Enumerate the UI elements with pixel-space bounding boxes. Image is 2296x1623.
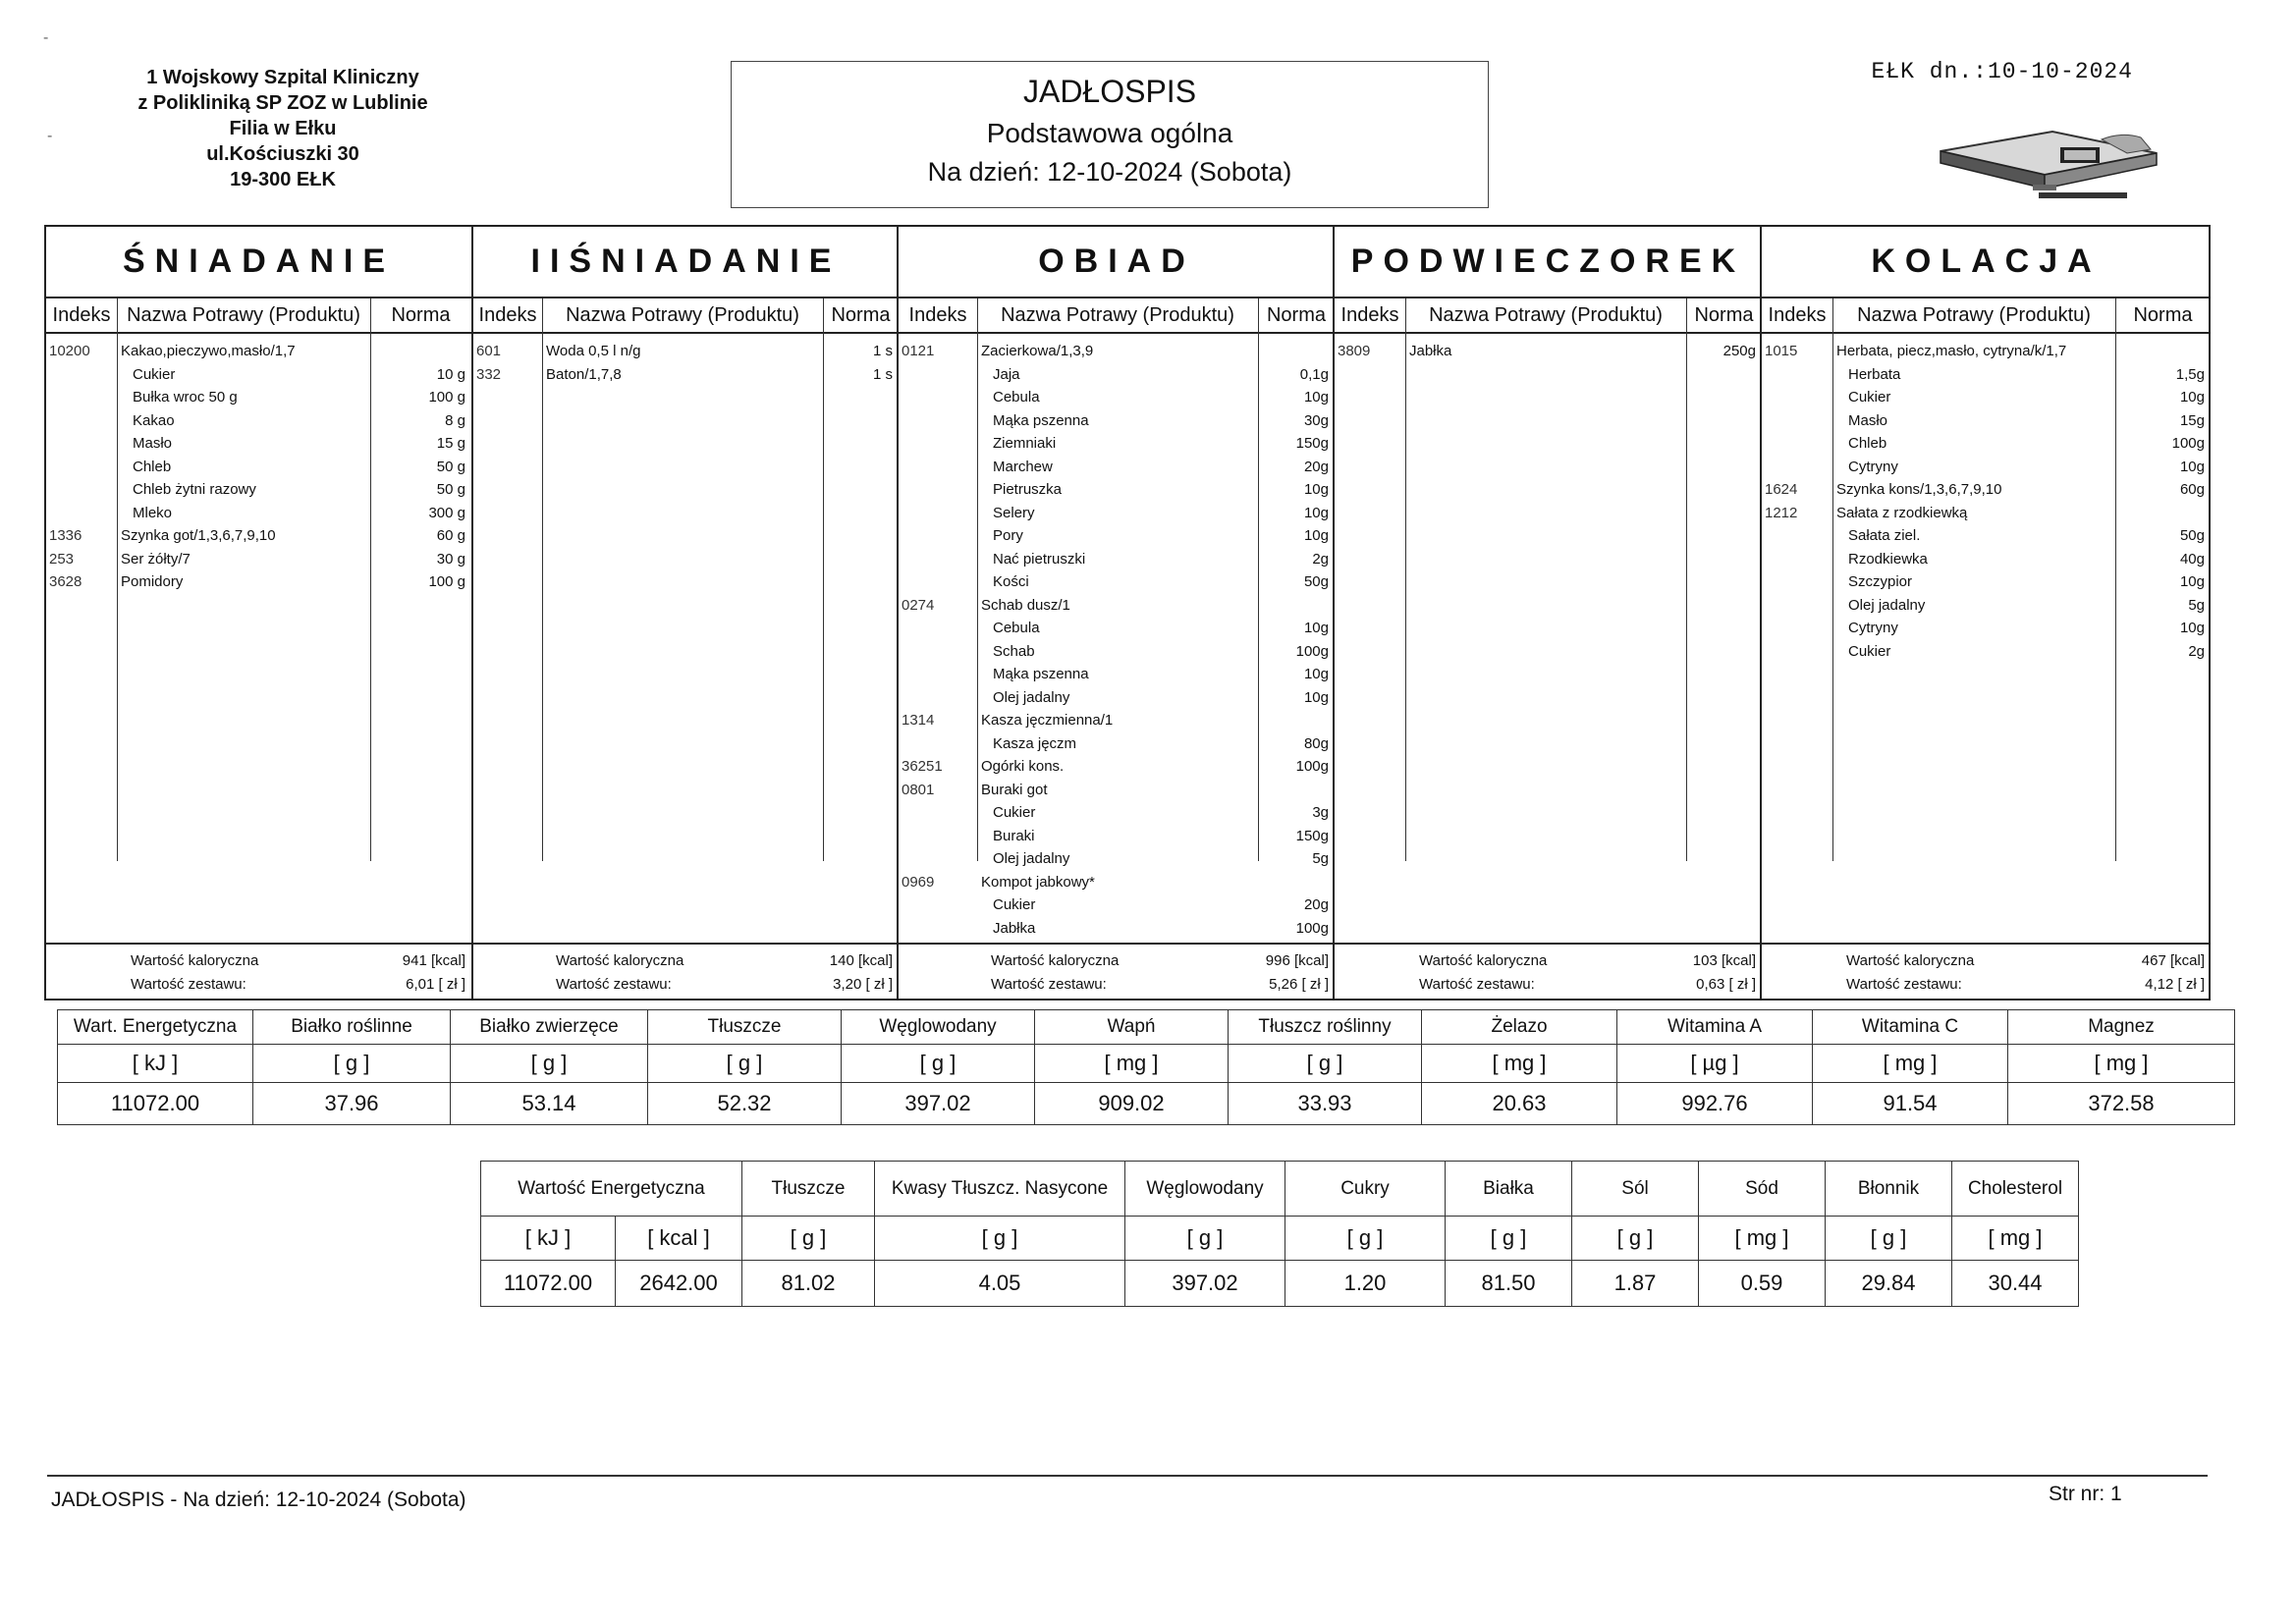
nutrient-value: 372.58	[2008, 1083, 2235, 1125]
ingredient-name: Cukier	[1848, 642, 1891, 660]
item-norm: 10 g	[436, 365, 465, 383]
page-title: JADŁOSPIS	[1022, 74, 1197, 109]
meal-summary	[1762, 943, 2211, 1001]
dish-name: Ogórki kons.	[981, 758, 1065, 775]
meal-title: OBIAD	[899, 227, 1335, 298]
meal-summary	[899, 943, 1335, 1001]
nutrient-value: 11072.00	[481, 1261, 616, 1307]
nutrient-header: Błonnik	[1826, 1162, 1952, 1217]
column-header-norm: Norma	[1258, 298, 1335, 334]
nutrient-value: 33.93	[1229, 1083, 1422, 1125]
footer-date: JADŁOSPIS - Na dzień: 12-10-2024 (Sobota)	[51, 1488, 466, 1511]
page-subtitle: Podstawowa ogólna	[986, 118, 1233, 148]
nutrient-unit: [ µg ]	[1617, 1045, 1813, 1083]
set-cost-label: Wartość zestawu:	[991, 976, 1107, 993]
item-index: 332	[476, 365, 502, 383]
page-date: Na dzień: 12-10-2024 (Sobota)	[927, 157, 1292, 187]
ingredient-name: Cukier	[133, 365, 176, 383]
dish-name: Kasza jęczmienna/1	[981, 712, 1114, 729]
item-index: 253	[49, 550, 75, 568]
hospital-line: 19-300 EŁK	[230, 169, 336, 190]
item-index: 3628	[49, 573, 82, 590]
dish-name: Kakao,pieczywo,masło/1,7	[121, 343, 296, 359]
set-cost-value: 0,63 [ zł ]	[1696, 976, 1756, 993]
hospital-line: Filia w Ełku	[229, 118, 337, 139]
margin-mark: -	[47, 128, 53, 144]
dish-name: Pomidory	[121, 573, 184, 590]
nutrient-header: Witamina A	[1617, 1010, 1813, 1045]
item-norm: 0,1g	[1299, 365, 1329, 383]
nutrient-unit: [ g ]	[1446, 1217, 1572, 1261]
ingredient-name: Chleb	[133, 458, 172, 475]
item-norm: 15g	[2179, 411, 2205, 429]
nutrient-header: Witamina C	[1813, 1010, 2008, 1045]
nutrient-value: 37.96	[253, 1083, 451, 1125]
ingredient-name: Chleb żytni razowy	[133, 481, 256, 498]
nutrient-unit: [ g ]	[1572, 1217, 1699, 1261]
nutrient-header: Cukry	[1285, 1162, 1446, 1217]
column-header-name: Nazwa Potrawy (Produktu)	[117, 298, 370, 334]
nutrient-unit: [ kJ ]	[58, 1045, 253, 1083]
item-norm: 10g	[2179, 389, 2205, 406]
item-index: 1314	[902, 712, 935, 729]
nutrient-header: Sól	[1572, 1162, 1699, 1217]
ingredient-name: Cebula	[993, 389, 1040, 406]
calorie-value: 941 [kcal]	[402, 952, 465, 969]
item-norm: 10g	[1303, 504, 1329, 521]
item-norm: 20g	[1303, 458, 1329, 475]
meal-summary	[473, 943, 899, 1001]
nutrient-value: 2642.00	[616, 1261, 742, 1307]
column-divider	[1686, 298, 1687, 861]
item-norm: 60g	[2179, 481, 2205, 498]
nutrient-header: Tłuszcze	[648, 1010, 842, 1045]
item-index: 0274	[902, 596, 935, 614]
item-norm: 100 g	[428, 573, 465, 590]
nutrient-header: Żelazo	[1422, 1010, 1617, 1045]
dish-name: Ser żółty/7	[121, 550, 191, 568]
ingredient-name: Mąka pszenna	[993, 411, 1089, 429]
nutrient-header: Tłuszcz roślinny	[1229, 1010, 1422, 1045]
item-norm: 5g	[2188, 596, 2205, 614]
column-header-norm: Norma	[370, 298, 471, 334]
meal-column	[471, 227, 899, 999]
nutrient-unit: [ mg ]	[2008, 1045, 2235, 1083]
set-cost-value: 4,12 [ zł ]	[2145, 976, 2205, 993]
calorie-label: Wartość kaloryczna	[131, 952, 259, 969]
nutrient-value: 53.14	[451, 1083, 648, 1125]
set-cost-label: Wartość zestawu:	[1846, 976, 1962, 993]
ingredient-name: Olej jadalny	[993, 688, 1070, 706]
ingredient-name: Rzodkiewka	[1848, 550, 1928, 568]
nutrient-header: Kwasy Tłuszcz. Nasycone	[875, 1162, 1125, 1217]
item-norm: 20g	[1303, 896, 1329, 913]
nutrient-value: 52.32	[648, 1083, 842, 1125]
item-norm: 150g	[1295, 435, 1329, 452]
meal-title: IIŚNIADANIE	[473, 227, 899, 298]
ingredient-name: Pietruszka	[993, 481, 1063, 498]
nutrition-summary-table	[57, 1009, 2235, 1125]
calorie-label: Wartość kaloryczna	[1846, 952, 1975, 969]
item-index: 1624	[1765, 481, 1798, 498]
dish-name: Zacierkowa/1,3,9	[981, 343, 1094, 359]
item-norm: 100 g	[428, 389, 465, 406]
nutrient-value: 1.87	[1572, 1261, 1699, 1307]
ingredient-name: Cytryny	[1848, 620, 1898, 636]
calorie-value: 103 [kcal]	[1692, 952, 1756, 969]
column-divider	[977, 298, 978, 861]
column-header-norm: Norma	[1686, 298, 1762, 334]
ingredient-name: Kakao	[133, 411, 175, 429]
nutrient-header: Wartość Energetyczna	[481, 1162, 742, 1217]
item-norm: 150g	[1295, 827, 1329, 844]
ingredient-name: Masło	[1848, 411, 1888, 429]
calorie-value: 996 [kcal]	[1265, 952, 1329, 969]
print-date-code: EŁK dn.:10-10-2024	[1871, 59, 2133, 84]
item-index: 3809	[1338, 343, 1371, 359]
column-header-name: Nazwa Potrawy (Produktu)	[542, 298, 823, 334]
item-index: 0801	[902, 781, 935, 798]
set-cost-label: Wartość zestawu:	[131, 976, 246, 993]
nutrient-unit: [ g ]	[451, 1045, 648, 1083]
ingredient-name: Chleb	[1848, 435, 1887, 452]
set-cost-value: 5,26 [ zł ]	[1269, 976, 1329, 993]
nutrient-header: Białko roślinne	[253, 1010, 451, 1045]
nutrient-unit: [ g ]	[253, 1045, 451, 1083]
item-norm: 10g	[1303, 389, 1329, 406]
calorie-value: 140 [kcal]	[829, 952, 893, 969]
item-norm: 10g	[1303, 688, 1329, 706]
hospital-line: ul.Kościuszki 30	[206, 143, 359, 165]
nutrient-header: Węglowodany	[842, 1010, 1035, 1045]
item-norm: 8 g	[445, 411, 465, 429]
ingredient-name: Jaja	[993, 365, 1020, 383]
nutrient-unit: [ g ]	[1826, 1217, 1952, 1261]
nutrient-value: 81.50	[1446, 1261, 1572, 1307]
nutrient-value: 20.63	[1422, 1083, 1617, 1125]
item-norm: 3g	[1312, 804, 1329, 821]
meal-column	[1760, 227, 2211, 999]
ingredient-name: Pory	[993, 527, 1023, 544]
column-header-name: Nazwa Potrawy (Produktu)	[977, 298, 1258, 334]
item-norm: 50g	[1303, 573, 1329, 590]
ingredient-name: Olej jadalny	[993, 850, 1070, 867]
column-header-name: Nazwa Potrawy (Produktu)	[1405, 298, 1686, 334]
column-header-index: Indeks	[473, 298, 542, 334]
calorie-label: Wartość kaloryczna	[991, 952, 1120, 969]
dish-name: Jabłka	[1409, 343, 1452, 359]
nutrient-unit: [ g ]	[1285, 1217, 1446, 1261]
dish-name: Szynka got/1,3,6,7,9,10	[121, 527, 276, 544]
page-number: Str nr: 1	[2049, 1483, 2122, 1505]
nutrient-unit: [ kcal ]	[616, 1217, 742, 1261]
nutrient-value: 397.02	[1125, 1261, 1285, 1307]
item-norm: 5g	[1312, 850, 1329, 867]
nutrient-value: 30.44	[1952, 1261, 2079, 1307]
nutrient-header: Węglowodany	[1125, 1162, 1285, 1217]
nutrient-header: Białka	[1446, 1162, 1572, 1217]
nutrient-header: Wart. Energetyczna	[58, 1010, 253, 1045]
margin-mark: -	[43, 29, 49, 46]
nutrient-value: 91.54	[1813, 1083, 2008, 1125]
dish-name: Schab dusz/1	[981, 596, 1070, 614]
item-norm: 100g	[2171, 435, 2205, 452]
nutrient-unit: [ g ]	[1229, 1045, 1422, 1083]
nutrient-unit: [ g ]	[742, 1217, 875, 1261]
item-norm: 60 g	[436, 527, 465, 544]
ingredient-name: Mąka pszenna	[993, 666, 1089, 682]
item-index: 0969	[902, 873, 935, 891]
column-header-index: Indeks	[899, 298, 977, 334]
column-header-index: Indeks	[46, 298, 117, 334]
nutrient-unit: [ g ]	[1125, 1217, 1285, 1261]
calorie-value: 467 [kcal]	[2141, 952, 2205, 969]
nutrient-value: 992.76	[1617, 1083, 1813, 1125]
ingredient-name: Schab	[993, 642, 1035, 660]
item-norm: 100g	[1295, 758, 1329, 775]
column-header-norm: Norma	[823, 298, 899, 334]
calorie-label: Wartość kaloryczna	[1419, 952, 1548, 969]
ingredient-name: Cukier	[993, 804, 1036, 821]
item-norm: 1,5g	[2175, 365, 2205, 383]
nutrient-header: Cholesterol	[1952, 1162, 2079, 1217]
ingredient-name: Cytryny	[1848, 458, 1898, 475]
nutrient-unit: [ g ]	[648, 1045, 842, 1083]
item-norm: 2g	[2188, 642, 2205, 660]
ingredient-name: Cebula	[993, 620, 1040, 636]
item-norm: 10g	[1303, 481, 1329, 498]
column-header-index: Indeks	[1335, 298, 1405, 334]
nutrient-value: 29.84	[1826, 1261, 1952, 1307]
column-header-norm: Norma	[2115, 298, 2211, 334]
dish-name: Sałata z rzodkiewką	[1836, 504, 1968, 521]
nutrient-unit: [ mg ]	[1952, 1217, 2079, 1261]
item-norm: 250g	[1722, 343, 1756, 359]
ingredient-name: Jabłka	[993, 919, 1036, 937]
ingredient-name: Buraki	[993, 827, 1035, 844]
meal-title: ŚNIADANIE	[46, 227, 471, 298]
item-index: 1015	[1765, 343, 1798, 359]
nutrient-unit: [ mg ]	[1035, 1045, 1229, 1083]
hospital-address	[98, 65, 467, 192]
item-norm: 40g	[2179, 550, 2205, 568]
item-index: 36251	[902, 758, 943, 775]
nutrient-unit: [ g ]	[842, 1045, 1035, 1083]
item-norm: 10g	[1303, 666, 1329, 682]
printer-logo-icon	[1935, 110, 2164, 204]
hospital-line: 1 Wojskowy Szpital Kliniczny	[146, 67, 419, 88]
meal-column	[46, 227, 471, 999]
ingredient-name: Szczypior	[1848, 573, 1913, 590]
calorie-label: Wartość kaloryczna	[556, 952, 684, 969]
ingredient-name: Marchew	[993, 458, 1053, 475]
item-norm: 10g	[2179, 458, 2205, 475]
nutrient-unit: [ kJ ]	[481, 1217, 616, 1261]
column-divider	[1405, 298, 1406, 861]
meal-summary	[46, 943, 471, 1001]
nutrient-value: 1.20	[1285, 1261, 1446, 1307]
nutrient-header: Białko zwierzęce	[451, 1010, 648, 1045]
item-norm: 1 s	[872, 365, 893, 383]
ingredient-name: Bułka wroc 50 g	[133, 389, 238, 406]
nutrient-header: Sód	[1699, 1162, 1826, 1217]
ingredient-name: Sałata ziel.	[1848, 527, 1921, 544]
meal-column	[897, 227, 1335, 999]
nutrient-unit: [ mg ]	[1699, 1217, 1826, 1261]
dish-name: Woda 0,5 l n/g	[546, 343, 641, 359]
set-cost-label: Wartość zestawu:	[1419, 976, 1535, 993]
ingredient-name: Cukier	[1848, 389, 1891, 406]
meal-summary	[1335, 943, 1762, 1001]
set-cost-value: 3,20 [ zł ]	[833, 976, 893, 993]
item-index: 1212	[1765, 504, 1798, 521]
item-norm: 30g	[1303, 411, 1329, 429]
column-divider	[823, 298, 824, 861]
item-norm: 10g	[1303, 620, 1329, 636]
item-norm: 15 g	[436, 435, 465, 452]
item-norm: 1 s	[872, 343, 893, 359]
ingredient-name: Cukier	[993, 896, 1036, 913]
nutrient-unit: [ mg ]	[1422, 1045, 1617, 1083]
item-index: 0121	[902, 343, 935, 359]
ingredient-name: Ziemniaki	[993, 435, 1057, 452]
nutrition-label-table	[480, 1161, 2079, 1307]
column-header-name: Nazwa Potrawy (Produktu)	[1832, 298, 2115, 334]
nutrient-value: 81.02	[742, 1261, 875, 1307]
item-norm: 10g	[2179, 573, 2205, 590]
dish-name: Szynka kons/1,3,6,7,9,10	[1836, 481, 2002, 498]
nutrient-header: Magnez	[2008, 1010, 2235, 1045]
item-index: 1336	[49, 527, 82, 544]
ingredient-name: Herbata	[1848, 365, 1901, 383]
column-divider	[1832, 298, 1833, 861]
dish-name: Kompot jabkowy*	[981, 873, 1095, 891]
column-header-index: Indeks	[1762, 298, 1832, 334]
nutrient-unit: [ mg ]	[1813, 1045, 2008, 1083]
ingredient-name: Nać pietruszki	[993, 550, 1086, 568]
item-norm: 30 g	[436, 550, 465, 568]
nutrient-value: 909.02	[1035, 1083, 1229, 1125]
ingredient-name: Selery	[993, 504, 1035, 521]
item-index: 10200	[49, 343, 90, 359]
item-norm: 100g	[1295, 642, 1329, 660]
ingredient-name: Kasza jęczm	[993, 734, 1077, 752]
ingredient-name: Mleko	[133, 504, 173, 521]
set-cost-label: Wartość zestawu:	[556, 976, 672, 993]
item-norm: 50g	[2179, 527, 2205, 544]
item-norm: 50 g	[436, 481, 465, 498]
dish-name: Baton/1,7,8	[546, 365, 622, 383]
hospital-line: z Polikliniką SP ZOZ w Lublinie	[137, 92, 428, 114]
nutrient-value: 397.02	[842, 1083, 1035, 1125]
item-norm: 2g	[1312, 550, 1329, 568]
nutrient-value: 11072.00	[58, 1083, 253, 1125]
title-box	[731, 61, 1489, 208]
menu-grid	[44, 225, 2211, 1001]
meal-title: PODWIECZOREK	[1335, 227, 1762, 298]
ingredient-name: Olej jadalny	[1848, 596, 1926, 614]
nutrient-unit: [ g ]	[875, 1217, 1125, 1261]
item-norm: 80g	[1303, 734, 1329, 752]
column-divider	[117, 298, 118, 861]
column-divider	[542, 298, 543, 861]
nutrient-header: Tłuszcze	[742, 1162, 875, 1217]
meal-column	[1333, 227, 1762, 999]
set-cost-value: 6,01 [ zł ]	[406, 976, 465, 993]
item-norm: 50 g	[436, 458, 465, 475]
footer-divider	[47, 1475, 2208, 1477]
ingredient-name: Kości	[993, 573, 1029, 590]
dish-name: Buraki got	[981, 781, 1048, 798]
nutrient-value: 0.59	[1699, 1261, 1826, 1307]
item-index: 601	[476, 343, 502, 359]
dish-name: Herbata, piecz,masło, cytryna/k/1,7	[1836, 343, 2067, 359]
nutrient-value: 4.05	[875, 1261, 1125, 1307]
item-norm: 10g	[1303, 527, 1329, 544]
ingredient-name: Masło	[133, 435, 173, 452]
item-norm: 10g	[2179, 620, 2205, 636]
meal-title: KOLACJA	[1762, 227, 2211, 298]
item-norm: 300 g	[428, 504, 465, 521]
item-norm: 100g	[1295, 919, 1329, 937]
nutrient-header: Wapń	[1035, 1010, 1229, 1045]
